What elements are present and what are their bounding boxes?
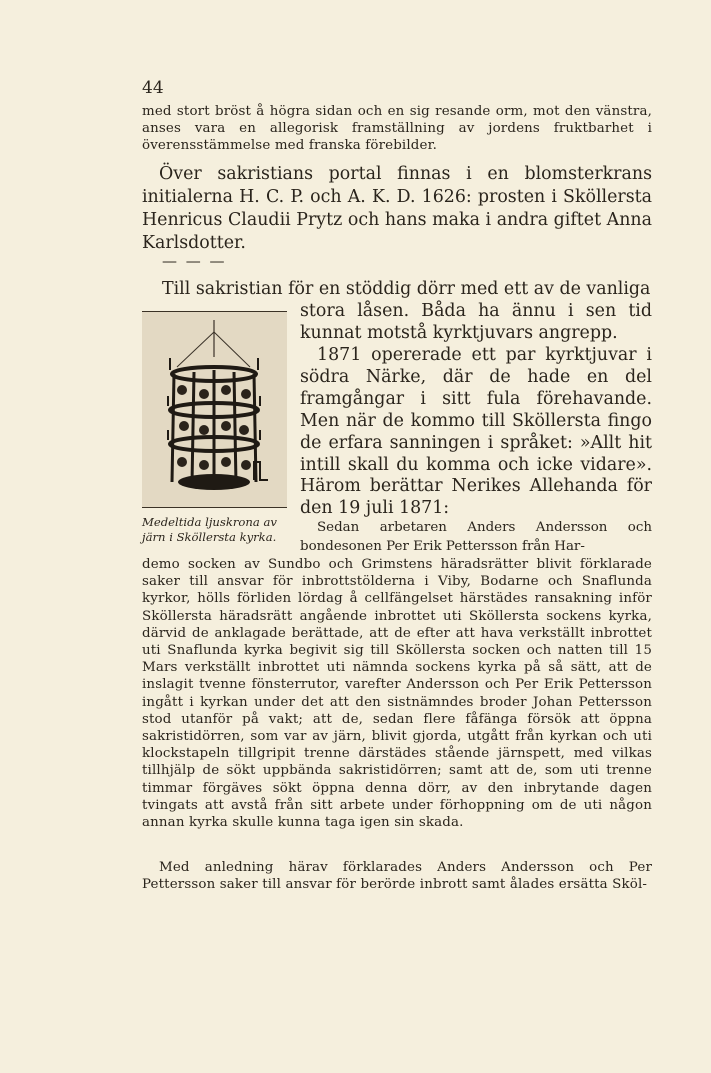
page-number: 44 — [142, 78, 164, 98]
caption-line-2: järn i Sköllersta kyrka. — [142, 529, 277, 544]
chandelier-photo — [142, 311, 287, 508]
caption-line-1: Medeltida ljuskrona av — [142, 515, 277, 529]
quote-body: demo socken av Sundbo och Grimstens häradsrätter blivit förklarade saker till ansvar för inbrottstölderna i Viby, Bodarne och Snaflunda kyrkor, hölls förliden lördag å cellfängelset härstädes ransakning inför Sköllersta häradsrätt angående inbrottet uti Sköllersta sockens kyrka, därvid de anklagade berättade, att de efter att hava verkställt inbrottet uti Snaflunda kyrka begivit sig till Sköllersta socken och natten till 15 Mars verkställt inbrottet uti nämnda sockens kyrka på så sätt, att de inslagit tvenne fönsterrutor, varefter Andersson och Per Erik Pettersson ingått i kyrkan under det att den sistnämndes broder Johan Pettersson stod utanför på vakt; att de, sedan flere fåfänga försök att öppna sakristidörren, som var av järn, blivit gjorda, utgått från kyrkan och uti klockstapeln tillgripit trenne därstädes stående järnspett, med vilkas tillhjälp de sökt uppbända sakristidörren; samt att de, som uti trenne timmar förgäves sökt öppna denna dörr, av den inbrytande dagen tvingats att avstå från sitt arbete under förhoppning om de uti någon annan kyrka skulle kunna taga igen sin skada. — [142, 557, 652, 831]
paragraph-verdict: Med anledning härav förklarades Anders Andersson och Per Pettersson saker till ansvar för berörde inbrott samt ålades ersätta Sköl- — [142, 860, 652, 893]
paragraph-continuation: med stort bröst å högra sidan och en sig resande orm, mot den vänstra, anses vara en allegorisk framställning av jordens fruktbarhet i överensstämmelse med franska förebilder. — [142, 104, 652, 154]
figure-caption — [142, 515, 297, 544]
paragraph-portal: Över sakristians portal finnas i en blomsterkrans initialerna H. C. P. och A. K. D. 1626: prosten i Sköllersta Henricus Claudii Prytz och hans maka i andra giftet Anna Karlsdotter. — [142, 164, 652, 253]
section-divider: — — — — [162, 252, 227, 270]
chandelier-illustration — [142, 312, 287, 507]
quote-start: Sedan arbetaren Anders Andersson och bondesonen Per Erik Pettersson från Har- — [300, 520, 652, 554]
paragraph-sakristian-rest: stora låsen. Båda ha ännu i sen tid kunnat motstå kyrktjuvars angrepp. — [300, 301, 652, 343]
paragraph-sakristian-line1: Till sakristian för en stöddig dörr med ett av de vanliga — [162, 279, 651, 299]
paragraph-1871: 1871 opererade ett par kyrktjuvar i södra Närke, där de hade en del framgångar i sitt fula förehavande. Men när de kommo till Sköllersta fingo de erfara sanningen i språket: »Allt hit intill skall du komma och icke vidare». Härom berättar Nerikes Allehanda för den 19 juli 1871: — [300, 345, 652, 519]
